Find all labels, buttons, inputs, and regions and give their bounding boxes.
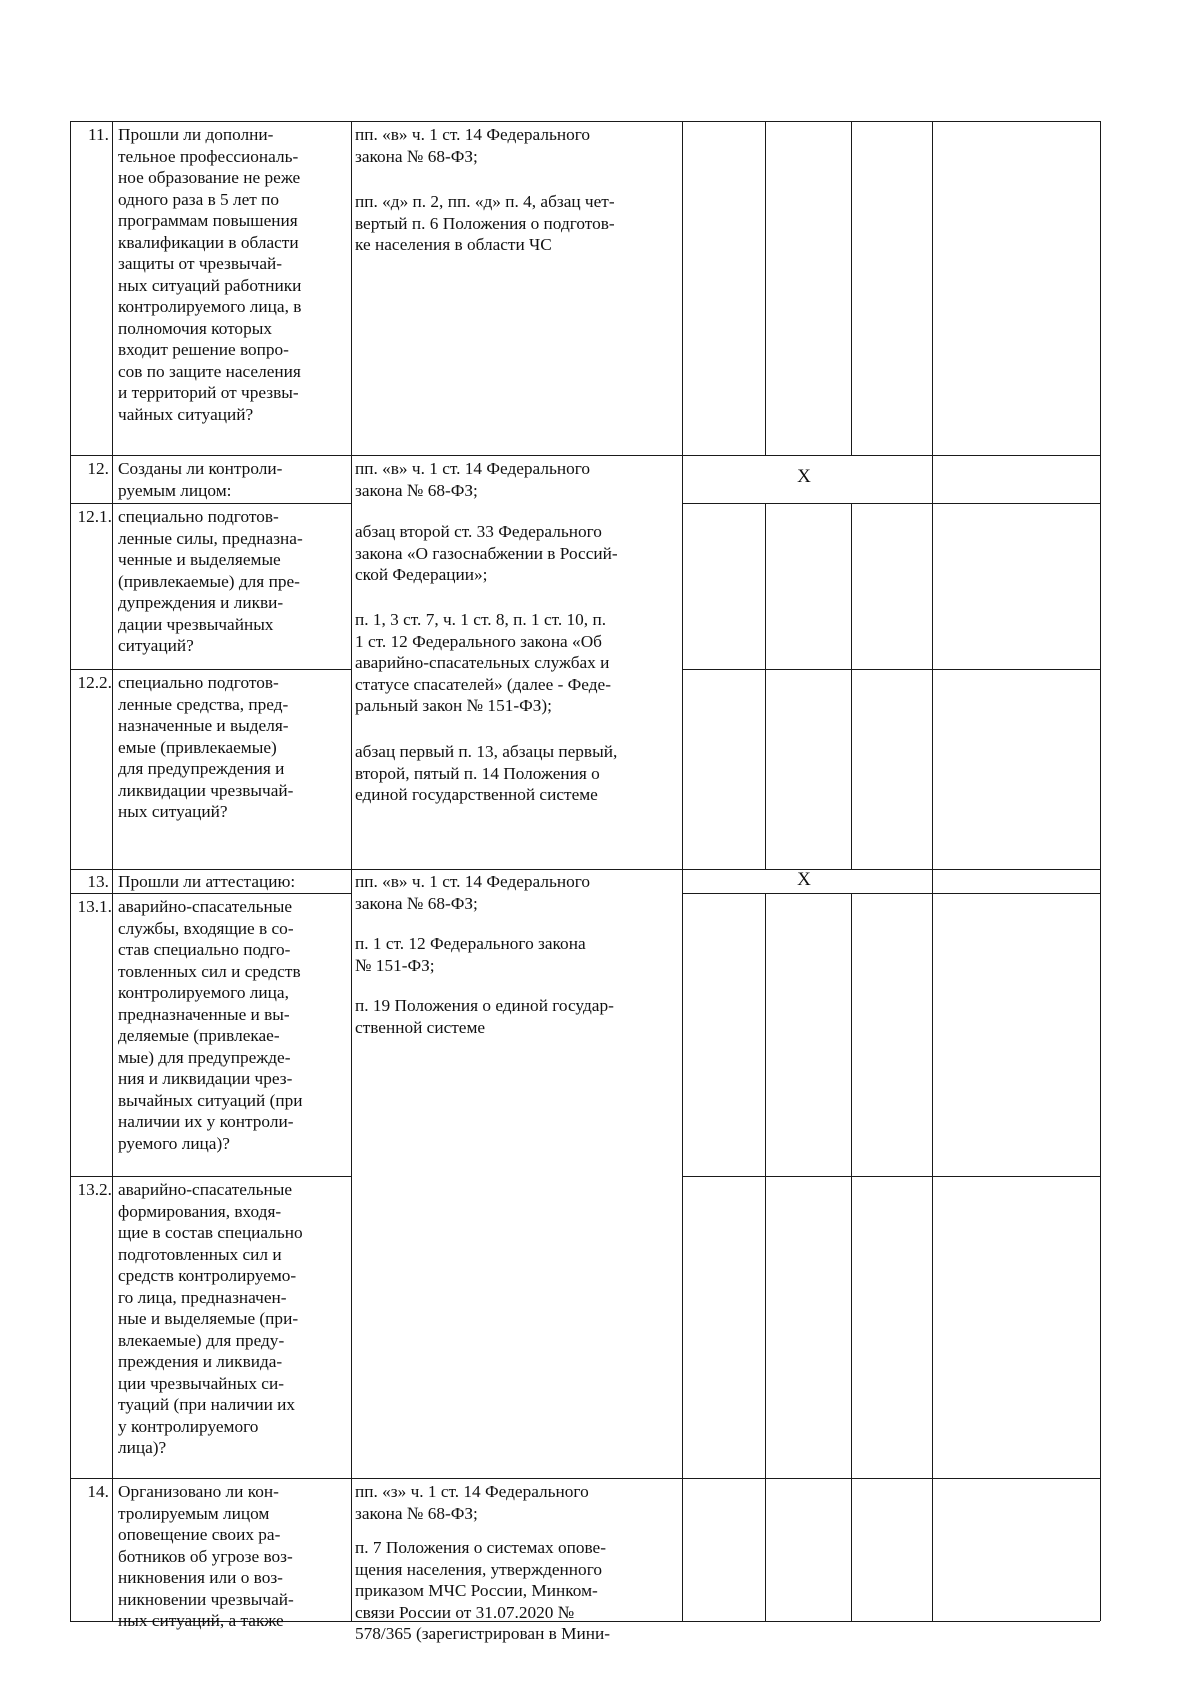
question-text: аварийно-спасательные службы, входящие в со- став специально подго- товленных сил и средств контролируемого лица, предназначенные и вы- деляемые (привлекае- мые) для предупрежде- ния и ликвидации чрез- вычайных ситуаций (при наличии их у контроли- руемого лица)? xyxy=(118,897,303,1153)
legal-reference: пп. «в» ч. 1 ст. 14 Федерального закона № 68-ФЗ; xyxy=(355,459,591,500)
legal-reference: п. 19 Положения о единой государ- ственной системе xyxy=(355,996,614,1037)
question-text: аварийно-спасательные формирования, входя- щие в состав специально подготовленных сил и средств контролируемо- го лица, предназначен- ные и выделяемые (при- влекаемые) для преду- преждения и ликвида- ции чрезвычайных си- туаций (при наличии их у контролируемого лица)? xyxy=(118,1180,303,1457)
row-number: 12. xyxy=(87,459,109,478)
not-applicable-mark: X xyxy=(797,466,811,487)
legal-reference: абзац первый п. 13, абзацы первый, второй, пятый п. 14 Положения о единой государственной системе xyxy=(355,742,618,804)
legal-reference: п. 7 Положения о системах опове- щения населения, утвержденного приказом МЧС России, Минком- связи России от 31.07.2020 № 578/365 (зарегистрирован в Мини- xyxy=(355,1538,610,1643)
question-text: Созданы ли контроли- руемым лицом: xyxy=(118,459,283,500)
legal-reference: п. 1, 3 ст. 7, ч. 1 ст. 8, п. 1 ст. 10, п. 1 ст. 12 Федерального закона «Об аварийно-спасательных службах и статусе спасателей» (далее - Феде- ральный закон № 151-ФЗ); xyxy=(355,610,611,715)
row-number: 11. xyxy=(88,125,109,144)
grid-line xyxy=(70,869,1100,870)
legal-reference: п. 1 ст. 12 Федерального закона № 151-ФЗ; xyxy=(355,934,586,975)
row-number: 13. xyxy=(87,872,109,891)
legal-reference: абзац второй ст. 33 Федерального закона «О газоснабжении в Россий- ской Федерации»; xyxy=(355,522,618,584)
legal-reference: пп. «з» ч. 1 ст. 14 Федерального закона № 68-ФЗ; xyxy=(355,1482,589,1523)
legal-reference: пп. «д» п. 2, пп. «д» п. 4, абзац чет- вертый п. 6 Положения о подготов- ке населения в области ЧС xyxy=(355,192,615,254)
grid-line xyxy=(70,1478,1100,1479)
grid-line xyxy=(682,893,1100,894)
grid-line xyxy=(851,893,852,1621)
grid-line xyxy=(70,455,1100,456)
grid-line xyxy=(682,669,1100,670)
grid-line xyxy=(851,503,852,869)
grid-line xyxy=(932,121,933,1621)
row-number: 12.2. xyxy=(77,673,112,692)
grid-line xyxy=(1100,121,1101,1621)
grid-line xyxy=(851,121,852,455)
grid-line xyxy=(765,121,766,455)
grid-line xyxy=(765,503,766,869)
legal-reference: пп. «в» ч. 1 ст. 14 Федерального закона № 68-ФЗ; xyxy=(355,872,591,913)
grid-line xyxy=(682,121,683,1621)
question-text: Организовано ли кон- тролируемым лицом оповещение своих ра- ботников об угрозе воз- никновения или о воз- никновении чрезвычай- ных ситуаций, а также xyxy=(118,1482,294,1630)
question-text: Прошли ли дополни- тельное профессиональ- ное образование не реже одного раза в 5 лет по программам повышения квалификации в области защиты от чрезвычай- ных ситуаций работники контролируемого лица, в полномочия которых входит решение вопро- сов по защите населения и территорий от чрезвы- чайных ситуаций? xyxy=(118,125,302,424)
row-number: 12.1. xyxy=(77,507,112,526)
question-text: специально подготов- ленные средства, пред- назначенные и выделя- емые (привлекаемые) для предупреждения и ликвидации чрезвычай- ных ситуаций? xyxy=(118,673,294,821)
grid-line xyxy=(70,121,71,1621)
question-text: Прошли ли аттестацию: xyxy=(118,872,296,891)
row-number: 13.2. xyxy=(77,1180,112,1199)
grid-line xyxy=(682,503,1100,504)
legal-reference: пп. «в» ч. 1 ст. 14 Федерального закона № 68-ФЗ; xyxy=(355,125,591,166)
not-applicable-mark: X xyxy=(797,869,811,890)
grid-line xyxy=(682,1176,1100,1177)
question-text: специально подготов- ленные силы, предназна- ченные и выделяемые (привлекаемые) для пре- дупреждения и ликви- дации чрезвычайных ситуаций? xyxy=(118,507,303,655)
grid-line xyxy=(351,121,352,1621)
row-number: 13.1. xyxy=(77,897,112,916)
row-number: 14. xyxy=(87,1482,109,1501)
grid-line xyxy=(112,121,113,1621)
grid-line xyxy=(765,893,766,1621)
grid-line xyxy=(70,121,1100,122)
